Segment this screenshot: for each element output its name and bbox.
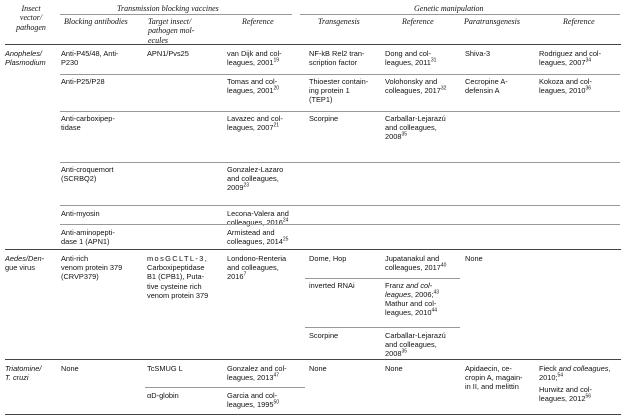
row-rule — [305, 74, 460, 75]
transgenesis-none-triatomine: None — [309, 364, 327, 373]
vector-triatomine: Triatomine/ T. cruzi — [5, 364, 42, 383]
transgenesis-scorpine-aedes: Scorpine — [309, 331, 339, 340]
header-blocking-antibodies: Blocking antibodies — [64, 17, 128, 26]
row-rule — [305, 162, 460, 163]
paratrans-apidaecin: Apidaecin, ce- cropin A, magain- in II, and melittin — [465, 364, 523, 392]
row-rule — [305, 278, 460, 279]
antibody-myosin: Anti-myosin — [61, 209, 100, 218]
ref-gonzalez: Gonzalez and col- leagues, 2013$^{47}$ — [227, 364, 287, 383]
section-rule — [5, 359, 621, 360]
ref2-none-triatomine: None — [385, 364, 403, 373]
row-rule — [60, 111, 305, 112]
row-rule — [460, 111, 620, 112]
transgenesis-dome-hop: Dome, Hop — [309, 254, 347, 263]
ref-rodriguez: Rodriguez and col- leagues, 2007$^{34}$ — [539, 49, 602, 68]
antibody-croquemort: Anti-croquemort (SCRBQ2) — [61, 165, 114, 184]
header-reference-3: Reference — [563, 17, 595, 26]
row-rule — [60, 224, 305, 225]
antibody-carboxipeptidase: Anti-carboxipep- tidase — [61, 114, 115, 133]
row-rule — [305, 224, 460, 225]
ref-franz: Franz and col- leagues, 2006;$^{43}$ — [385, 281, 440, 300]
ref-jupatanakul: Jupatanakul and colleagues, 2017$^{40}$ — [385, 254, 447, 273]
paratrans-cecropine-defensin: Cecropine A- defensin A — [465, 77, 508, 96]
ref-garcia: Garcia and col- leagues, 1995$^{50}$ — [227, 391, 279, 410]
ref-tomas: Tomas and col- leagues, 2001$^{20}$ — [227, 77, 279, 96]
ref-mathur: Mathur and col- leagues, 2010$^{44}$ — [385, 299, 437, 318]
row-rule — [460, 224, 620, 225]
group-underline-gm — [300, 14, 620, 15]
row-rule — [60, 74, 305, 75]
ref-carballar-lejarazu: Carballar-Lejarazú and colleagues, 2008$^{35}$ — [385, 114, 446, 142]
antibody-none-triatomine: None — [61, 364, 79, 373]
header-insect-vector: Insect vector/ pathogen — [16, 4, 46, 32]
group-underline-tbv — [60, 14, 292, 15]
transgenesis-inverted-rnai: inverted RNAi — [309, 281, 355, 290]
paratrans-shiva-3: Shiva-3 — [465, 49, 491, 58]
ref-fieck: Fieck and colleagues, 2010;$^{54}$ — [539, 364, 611, 383]
ref-kokoza: Kokoza and col- leagues, 2010$^{36}$ — [539, 77, 592, 96]
ref-dong: Dong and col- leagues, 2011$^{31}$ — [385, 49, 437, 68]
ref-volohonsky: Volohonsky and colleagues, 2017$^{32}$ — [385, 77, 447, 96]
ref-hurwitz: Hurwitz and col- leagues, 2012$^{56}$ — [539, 385, 592, 404]
header-reference-2: Reference — [402, 17, 434, 26]
header-group-gm: Genetic manipulation — [414, 4, 484, 13]
antibody-p45-p230: Anti-P45/48, Anti- P230 — [61, 49, 119, 68]
ref-gonzalez-lazaro: Gonzalez-Lazaro and colleagues, 2009$^{23}$ — [227, 165, 284, 193]
section-rule — [5, 249, 621, 250]
vector-aedes: Aedes/Den- gue virus — [5, 254, 45, 273]
ref-lecona-valera: Lecona-Valera and colleagues, 2016$^{24}$ — [227, 209, 289, 228]
row-rule — [305, 111, 460, 112]
target-ad-globin: αD-globin — [147, 391, 179, 400]
vector-anopheles: Anopheles/ Plasmodium — [5, 49, 46, 68]
header-target-molecules: Target insect/ pathogen mol- ecules — [148, 17, 195, 45]
ref-lavazec: Lavazec and col- leagues, 2007$^{21}$ — [227, 114, 283, 133]
table-bottom-rule — [5, 414, 621, 415]
antibody-crvp379: Anti-rich venom protein 379 (CRVP379) — [61, 254, 123, 282]
target-aedes-molecules: mosGCLTL-3, Carboxipeptidase B1 (CPB1), Puta- tive cysteine rich venom protein 379 — [147, 254, 209, 300]
transgenesis-scorpine: Scorpine — [309, 114, 339, 123]
row-rule — [305, 327, 460, 328]
row-rule — [460, 74, 620, 75]
header-paratransgenesis: Paratransgenesis — [464, 17, 520, 26]
target-tcsmug-l: TcSMUG L — [147, 364, 183, 373]
target-apn1-pvs25: APN1/Pvs25 — [147, 49, 189, 58]
ref-carballar-lejarazu-aedes: Carballar-Lejarazú and colleagues, 2008$^{35}$ — [385, 331, 446, 359]
row-rule — [305, 205, 460, 206]
header-rule — [5, 44, 621, 45]
header-reference-1: Reference — [242, 17, 274, 26]
ref-van-dijk: van Dijk and col- leagues, 2001$^{19}$ — [227, 49, 282, 68]
ref-londono-renteria: Londono-Renteria and colleagues, 2016$^7$ — [227, 254, 287, 282]
paratrans-none-aedes: None — [465, 254, 483, 263]
row-rule — [60, 205, 305, 206]
ref-armistead: Armistead and colleagues, 2014$^{25}$ — [227, 228, 289, 247]
row-rule — [460, 162, 620, 163]
header-group-tbv: Transmission blocking vaccines — [117, 4, 219, 13]
row-rule — [460, 205, 620, 206]
header-transgenesis: Transgenesis — [318, 17, 360, 26]
row-rule — [145, 387, 305, 388]
row-rule — [60, 162, 305, 163]
antibody-aminopeptidase: Anti-aminopepti- dase 1 (APN1) — [61, 228, 115, 247]
transgenesis-tep1: Thioester contain- ing protein 1 (TEP1) — [309, 77, 369, 105]
transgenesis-nfkb-rel2: NF-kB Rel2 tran- scription factor — [309, 49, 365, 68]
antibody-p25-p28: Anti-P25/P28 — [61, 77, 105, 86]
